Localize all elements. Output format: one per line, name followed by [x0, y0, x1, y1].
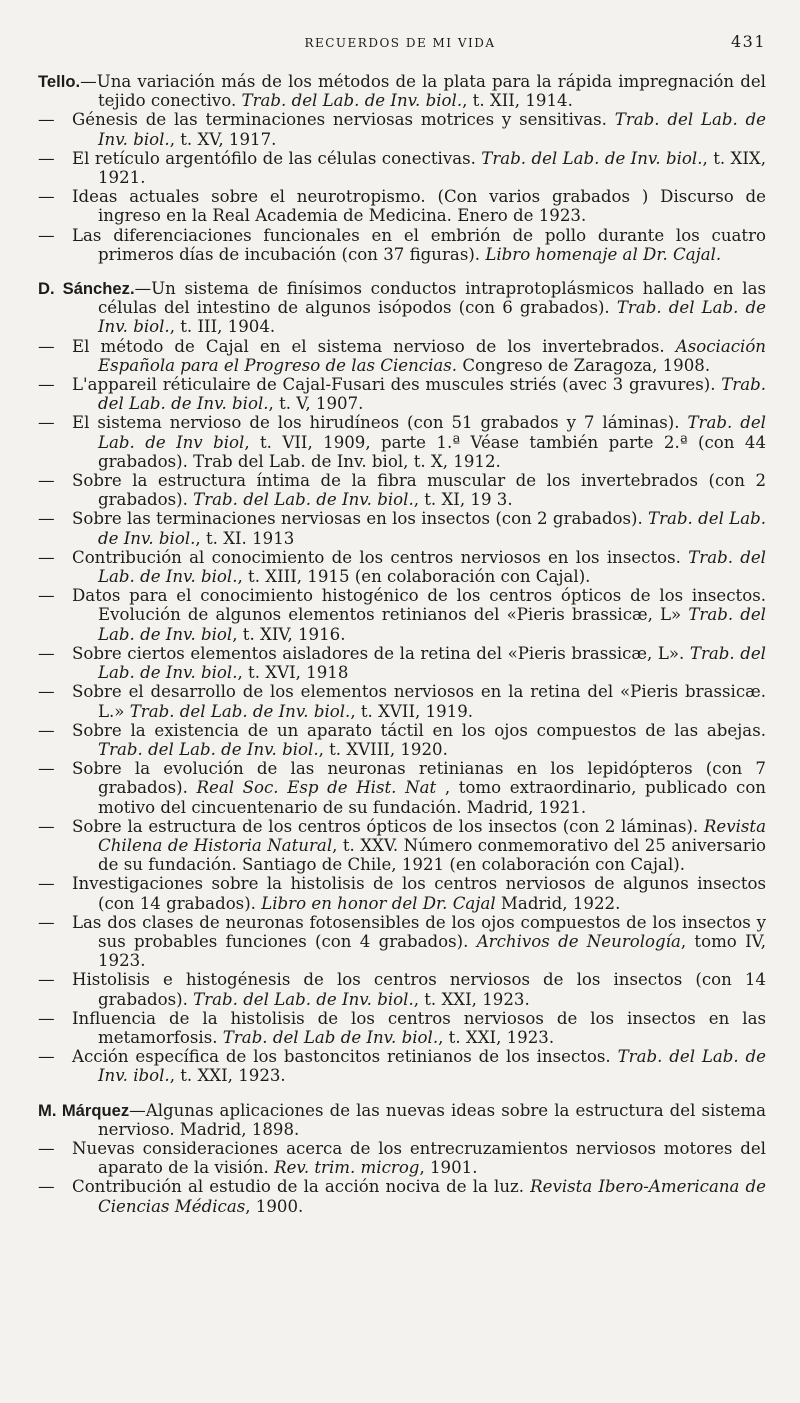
- entry-details: , t. XV, 1917.: [169, 129, 277, 149]
- entry-source: Trab. del Lab. de Inv. biol.: [98, 547, 766, 587]
- entry-details: , t. XXI, 1923.: [413, 989, 530, 1009]
- entry-source: Trab. del Lab. de Inv. biol: [98, 605, 766, 644]
- entry-source: Trab. del Lab. de Inv. biol.: [193, 989, 414, 1009]
- bibliography-entry: [34, 1047, 766, 1085]
- bibliography-entry: [34, 110, 766, 148]
- entry-source: Real Soc. Esp de Hist. Nat: [196, 778, 437, 798]
- running-header: [34, 32, 766, 58]
- entry-text: Influencia de la histolisis de los centros nerviosos de los insectos en las metamorfosis.: [72, 1008, 766, 1047]
- entry-details: Madrid, 1922.: [495, 893, 621, 913]
- entry-source: Trab. del Lab. de Inv. ibol.: [98, 1047, 767, 1086]
- entry-source: Trab. del Lab. de Inv. biol.: [98, 298, 766, 337]
- entry-text: Sobre la evolución de las neuronas retinianas en los lepidópteros (con 7 grabados).: [72, 759, 766, 798]
- entry-dash: —: [38, 682, 55, 702]
- author-name: M. Márquez: [38, 1100, 130, 1120]
- entry-text: El método de Cajal en el sistema nervioso de los invertebrados.: [72, 336, 676, 356]
- entry-dash: —: [38, 1177, 55, 1197]
- entry-text: Datos para el conocimiento histogénico de los centros ópticos de los insectos. Evolución de algunos elementos retinianos del «Pieris brassicæ, L»: [72, 586, 766, 625]
- entry-details: , t. XI. 1913: [195, 528, 295, 548]
- bibliography-entry: [34, 586, 766, 644]
- entry-dash: —: [38, 375, 55, 395]
- entry-dash: —: [38, 970, 55, 990]
- entry-details: , t. XXI, 1923.: [438, 1027, 555, 1047]
- bibliography-entry: [34, 1139, 766, 1177]
- entry-source: Libro en honor del Dr. Cajal: [261, 893, 496, 913]
- entry-details: , 1900.: [245, 1196, 304, 1216]
- author-section: [34, 72, 766, 264]
- entry-details: , t. III, 1904.: [169, 317, 276, 337]
- entry-details: , t. V, 1907.: [268, 394, 364, 414]
- entry-text: Investigaciones sobre la histolisis de los centros nerviosos de algunos insectos (con 14 grabados).: [72, 874, 766, 913]
- entry-dash: —: [38, 586, 55, 606]
- entry-text: Acción específica de los bastoncitos retinianos de los insectos.: [72, 1047, 618, 1067]
- bibliography-entry: [34, 874, 766, 912]
- bibliography-entry: [34, 682, 766, 720]
- entry-text: Sobre la estructura de los centros ópticos de los insectos (con 2 láminas).: [72, 816, 704, 836]
- entry-details: , t. XI, 19 3.: [413, 490, 513, 510]
- entry-text: El retículo argentófilo de las células conectivas.: [72, 148, 482, 168]
- bibliography-entry: M. Márquez—Algunas aplicaciones de las nuevas ideas sobre la estructura del sistema nervioso. Madrid, 1898.: [38, 1100, 766, 1139]
- page-number: 431: [730, 32, 766, 51]
- entry-text: Sobre la estructura íntima de la fibra muscular de los invertebrados (con 2 grabados).: [72, 471, 766, 510]
- author-section: [34, 1101, 766, 1216]
- entry-text: Histolisis e histogénesis de los centros nerviosos de los insectos (con 14 grabados).: [72, 970, 766, 1009]
- entry-details: , t. XXV. Número conmemorativo del 25 aniversario de su fundación. Santiago de Chile, 1921 (en colaboración con Cajal).: [98, 835, 766, 875]
- entry-text: Un sistema de finísimos conductos intraprotoplásmicos hallado en las células del intestino de algunos isópodos (con 6 grabados).: [98, 279, 767, 318]
- entry-text: Génesis de las terminaciones nerviosas motrices y sensitivas.: [72, 110, 615, 130]
- entry-text: Una variación más de los métodos de la plata para la rápida impregnación del tejido conectivo.: [96, 72, 766, 111]
- bibliography-entry: [34, 413, 766, 471]
- entry-source: Libro homenaje al Dr. Cajal.: [485, 244, 722, 264]
- entry-source: Trab. del Lab. de Inv. biol.: [98, 375, 766, 414]
- entry-dash: —: [38, 225, 55, 245]
- entry-source: Trab. del Lab. de Inv. biol.: [98, 643, 766, 683]
- bibliography-entry: [34, 644, 766, 682]
- entry-details: , tomo extraordinario, publicado con motivo del cincuentenario de su fundación. Madrid, 1921.: [98, 778, 766, 817]
- entry-details: , tomo IV, 1923.: [98, 931, 766, 971]
- entry-dash: —: [38, 336, 55, 356]
- bibliography-entry: [34, 970, 766, 1008]
- entry-dash: —: [38, 874, 55, 894]
- entry-dash: —: [38, 912, 55, 932]
- bibliography-entry: [34, 149, 766, 187]
- bibliography-entry: [34, 1009, 766, 1047]
- bibliography-entry: D. Sánchez.—Un sistema de finísimos conductos intraprotoplásmicos hallado en las células del intestino de algunos isópodos (con 6 grabados). Trab. del Lab. de Inv. biol., t. III, 1904.: [38, 279, 767, 337]
- author-name: D. Sánchez.: [38, 279, 135, 299]
- entry-source: Revista Ibero-Americana de Ciencias Médicas: [98, 1177, 766, 1216]
- entry-text: Sobre ciertos elementos aisladores de la retina del «Pieris brassicæ, L».: [72, 643, 690, 663]
- entry-details: , t. XXI, 1923.: [169, 1066, 286, 1086]
- entry-details: , t. XII, 1914.: [462, 91, 573, 111]
- entry-source: Trab. del Lab. de Inv. biol.: [98, 509, 766, 548]
- bibliography-entry: [34, 375, 766, 413]
- entry-text: Las diferenciaciones funcionales en el embrión de pollo durante los cuatro primeros días de incubación (con 37 figuras).: [72, 225, 766, 264]
- entry-source: Rev. trim. microg: [274, 1158, 420, 1178]
- entry-text: Sobre las terminaciones nerviosas en los insectos (con 2 grabados).: [72, 509, 649, 529]
- entry-dash: —: [38, 110, 55, 130]
- entry-text: Nuevas consideraciones acerca de los entrecruzamientos nerviosos motores del aparato de la visión.: [72, 1138, 766, 1178]
- entry-dash: —: [38, 187, 55, 207]
- entry-source: Trab. del Lab. de Inv biol: [98, 413, 766, 452]
- entry-source: Trab. del Lab. de Inv. biol.: [129, 701, 351, 721]
- bibliography-entry: [34, 337, 766, 375]
- bibliography-entry: [34, 1177, 766, 1215]
- entry-source: Archivos de Neurología: [476, 931, 681, 951]
- entry-dash: —: [38, 471, 55, 491]
- entry-text: Ideas actuales sobre el neurotropismo. (Con varios grabados ) Discurso de ingreso en la Real Academia de Medicina. Enero de 1923.: [72, 187, 766, 226]
- bibliography-entry: [34, 913, 766, 971]
- entry-details: , t. XVII, 1919.: [350, 701, 474, 721]
- entry-source: Trab. del Lab de Inv. biol.: [222, 1027, 439, 1047]
- entry-text: Sobre el desarrollo de los elementos nerviosos en la retina del «Pieris brassicæ. L.»: [72, 682, 766, 721]
- entry-text: Sobre la existencia de un aparato táctil en los ojos compuestos de las abejas.: [72, 720, 766, 740]
- bibliography-entry: [34, 548, 766, 586]
- entry-dash: —: [38, 759, 55, 779]
- bibliography-entry: [34, 509, 766, 547]
- entry-details: , t. XIX, 1921.: [98, 148, 766, 188]
- entry-dash: —: [38, 1008, 55, 1028]
- entry-dash: —: [38, 816, 55, 836]
- bibliography-entry: [34, 721, 766, 759]
- bibliography-entry: [34, 187, 766, 225]
- entry-text: Las dos clases de neuronas fotosensibles de los ojos compuestos de los insectos y sus probables funciones (con 4 grabados).: [72, 912, 766, 951]
- bibliography-entry: [34, 759, 766, 817]
- entry-dash: —: [38, 1047, 55, 1067]
- author-name: Tello.: [38, 72, 81, 91]
- entry-source: Trab. del Lab. de Inv. biol.: [98, 739, 319, 759]
- entry-details: , t. XIII, 1915 (en colaboración con Cajal).: [237, 567, 591, 587]
- entry-details: Congreso de Zaragoza, 1908.: [457, 355, 711, 375]
- bibliography-entry: [34, 817, 766, 875]
- bibliography-entry: [34, 226, 766, 264]
- entry-dash: —: [38, 1138, 55, 1158]
- entry-details: , t. VII, 1909, parte 1.ª Véase también parte 2.ª (con 44 grabados). Trab del Lab. de Inv. biol, t. X, 1912.: [98, 432, 767, 471]
- entry-dash: —: [38, 509, 55, 529]
- entry-text: L'appareil réticulaire de Cajal-Fusari des muscules striés (avec 3 gravures).: [72, 375, 722, 395]
- bibliography-entry: [34, 471, 766, 509]
- entry-dash: —: [38, 720, 55, 740]
- bibliography: [34, 72, 766, 1216]
- entry-dash: —: [38, 413, 55, 433]
- entry-source: Revista Chilena de Historia Natural: [98, 816, 766, 855]
- entry-text: Contribución al conocimiento de los centros nerviosos en los insectos.: [72, 547, 689, 567]
- entry-details: , t. XVI, 1918: [237, 663, 349, 683]
- entry-text: Algunas aplicaciones de las nuevas ideas sobre la estructura del sistema nervioso. Madrid, 1898.: [98, 1100, 766, 1139]
- entry-source: Trab. del Lab. de Inv. biol.: [481, 148, 703, 168]
- entry-source: Trab. del Lab. de Inv. biol.: [241, 91, 463, 111]
- entry-text: El sistema nervioso de los hirudíneos (con 51 grabados y 7 láminas).: [72, 413, 688, 433]
- entry-details: , t. XVIII, 1920.: [318, 739, 448, 759]
- author-section: [34, 279, 766, 1086]
- bibliography-entry: Tello.—Una variación más de los métodos de la plata para la rápida impregnación del tejido conectivo. Trab. del Lab. de Inv. biol., t. XII, 1914.: [38, 72, 766, 111]
- entry-source: Trab. del Lab. de Inv. biol.: [193, 490, 414, 510]
- entry-dash: —: [38, 148, 55, 168]
- entry-text: Contribución al estudio de la acción nociva de la luz.: [72, 1177, 531, 1197]
- entry-source: Trab. del Lab. de Inv. biol.: [98, 110, 767, 149]
- entry-details: , t. XIV, 1916.: [232, 624, 346, 644]
- entry-dash: —: [38, 643, 55, 663]
- entry-dash: —: [38, 547, 55, 567]
- running-title: RECUERDOS DE MI VIDA: [304, 36, 496, 50]
- entry-source: Asociación Española para el Progreso de las Ciencias.: [98, 336, 766, 375]
- entry-details: , 1901.: [419, 1158, 478, 1178]
